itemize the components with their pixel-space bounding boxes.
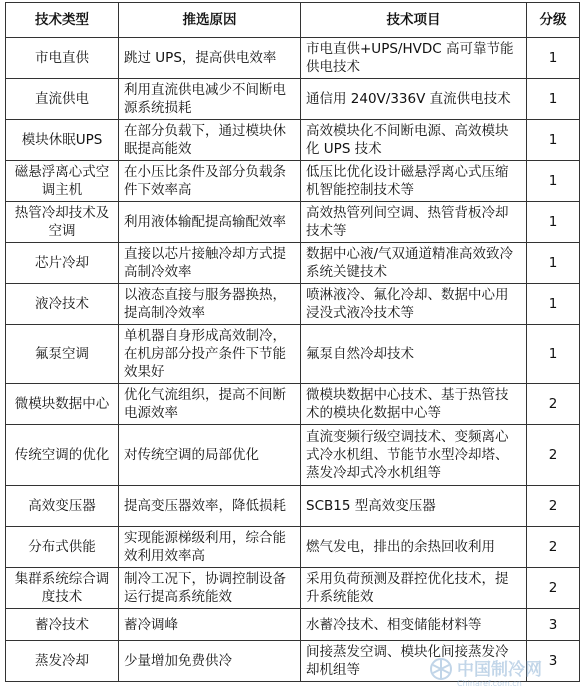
cell-tech-type: 氟泵空调 — [6, 325, 119, 384]
header-tech-type: 技术类型 — [6, 3, 119, 38]
table-row — [6, 79, 580, 120]
cell-grade: 1 — [527, 284, 580, 325]
cell-reason: 蓄冷调峰 — [119, 609, 301, 641]
cell-tech-type: 高效变压器 — [6, 486, 119, 527]
table-row — [6, 284, 580, 325]
cell-project: 数据中心液/气双通道精准高效致冷系统关键技术 — [301, 243, 527, 284]
cell-grade: 3 — [527, 609, 580, 641]
cell-project: 高效热管列间空调、热管背板冷却技术等 — [301, 202, 527, 243]
cell-project: 微模块数据中心技术、基于热管技术的模块化数据中心等 — [301, 384, 527, 425]
table-row — [6, 38, 580, 79]
cell-tech-type: 市电直供 — [6, 38, 119, 79]
cell-grade: 1 — [527, 120, 580, 161]
header-project: 技术项目 — [301, 3, 527, 38]
cell-project: 喷淋液冷、氟化冷却、数据中心用浸没式液冷技术等 — [301, 284, 527, 325]
cell-grade: 2 — [527, 527, 580, 568]
cell-project: 燃气发电，排出的余热回收利用 — [301, 527, 527, 568]
watermark-text: 中国制冷网 — [457, 660, 542, 680]
cell-grade: 2 — [527, 568, 580, 609]
cell-tech-type: 集群系统综合调度技术 — [6, 568, 119, 609]
table-row — [6, 325, 580, 384]
cell-tech-type: 蒸发冷却 — [6, 641, 119, 682]
cell-tech-type: 蓄冷技术 — [6, 609, 119, 641]
cell-reason: 利用直流供电减少不间断电源系统损耗 — [119, 79, 301, 120]
cell-reason: 直接以芯片接触冷却方式提高制冷效率 — [119, 243, 301, 284]
cell-reason: 少量增加免费供冷 — [119, 641, 301, 682]
cell-tech-type: 传统空调的优化 — [6, 425, 119, 486]
cell-grade: 1 — [527, 243, 580, 284]
cell-grade: 2 — [527, 384, 580, 425]
cell-project: 低压比优化设计磁悬浮离心式压缩机智能控制技术等 — [301, 161, 527, 202]
table-row — [6, 120, 580, 161]
cell-project: SCB15 型高效变压器 — [301, 486, 527, 527]
cell-reason: 在小压比条件及部分负载条件下效率高 — [119, 161, 301, 202]
cell-project: 市电直供+UPS/HVDC 高可靠节能供电技术 — [301, 38, 527, 79]
table-header-row — [6, 3, 580, 38]
table-row — [6, 384, 580, 425]
cell-grade: 1 — [527, 161, 580, 202]
cell-grade: 3 — [527, 641, 580, 682]
cell-grade: 1 — [527, 38, 580, 79]
cell-reason: 在部分负载下，通过模块休眠提高能效 — [119, 120, 301, 161]
cell-reason: 以液态直接与服务器换热，提高制冷效率 — [119, 284, 301, 325]
cell-project: 通信用 240V/336V 直流供电技术 — [301, 79, 527, 120]
table-row — [6, 161, 580, 202]
cell-tech-type: 液冷技术 — [6, 284, 119, 325]
cell-project: 采用负荷预测及群控优化技术，提升系统能效 — [301, 568, 527, 609]
cell-grade: 1 — [527, 202, 580, 243]
cell-tech-type: 磁悬浮离心式空调主机 — [6, 161, 119, 202]
table-row — [6, 425, 580, 486]
cell-tech-type: 直流供电 — [6, 79, 119, 120]
cell-project: 间接蒸发空调、模块化间接蒸发冷却机组等 — [301, 641, 527, 682]
technology-table — [5, 2, 580, 682]
cell-reason: 提高变压器效率，降低损耗 — [119, 486, 301, 527]
cell-grade: 2 — [527, 486, 580, 527]
cell-reason: 利用液体输配提高输配效率 — [119, 202, 301, 243]
table-row — [6, 609, 580, 641]
cell-grade: 1 — [527, 325, 580, 384]
cell-project: 水蓄冷技术、相变储能材料等 — [301, 609, 527, 641]
cell-reason: 跳过 UPS，提高供电效率 — [119, 38, 301, 79]
cell-reason: 对传统空调的局部优化 — [119, 425, 301, 486]
cell-reason: 优化气流组织，提高不间断电源效率 — [119, 384, 301, 425]
table-row — [6, 568, 580, 609]
cell-tech-type: 芯片冷却 — [6, 243, 119, 284]
cell-reason: 单机器自身形成高效制冷，在机房部分投产条件下节能效果好 — [119, 325, 301, 384]
cell-grade: 1 — [527, 79, 580, 120]
cell-tech-type: 分布式供能 — [6, 527, 119, 568]
cell-tech-type: 模块休眠UPS — [6, 120, 119, 161]
watermark-subtext: Chinaref.com.cn — [457, 679, 522, 688]
header-grade: 分级 — [527, 3, 580, 38]
table-row — [6, 202, 580, 243]
cell-project: 氟泵自然冷却技术 — [301, 325, 527, 384]
header-reason: 推选原因 — [119, 3, 301, 38]
table-row — [6, 486, 580, 527]
cell-reason: 制冷工况下，协调控制设备运行提高系统能效 — [119, 568, 301, 609]
cell-grade: 2 — [527, 425, 580, 486]
table-row — [6, 243, 580, 284]
cell-tech-type: 热管冷却技术及空调 — [6, 202, 119, 243]
cell-tech-type: 微模块数据中心 — [6, 384, 119, 425]
cell-project: 直流变频行级空调技术、变频离心式冷水机组、节能节水型冷却塔、蒸发冷却式冷水机组等 — [301, 425, 527, 486]
cell-project: 高效模块化不间断电源、高效模块化 UPS 技术 — [301, 120, 527, 161]
cell-reason: 实现能源梯级利用，综合能效利用效率高 — [119, 527, 301, 568]
table-row — [6, 527, 580, 568]
table-row — [6, 641, 580, 682]
